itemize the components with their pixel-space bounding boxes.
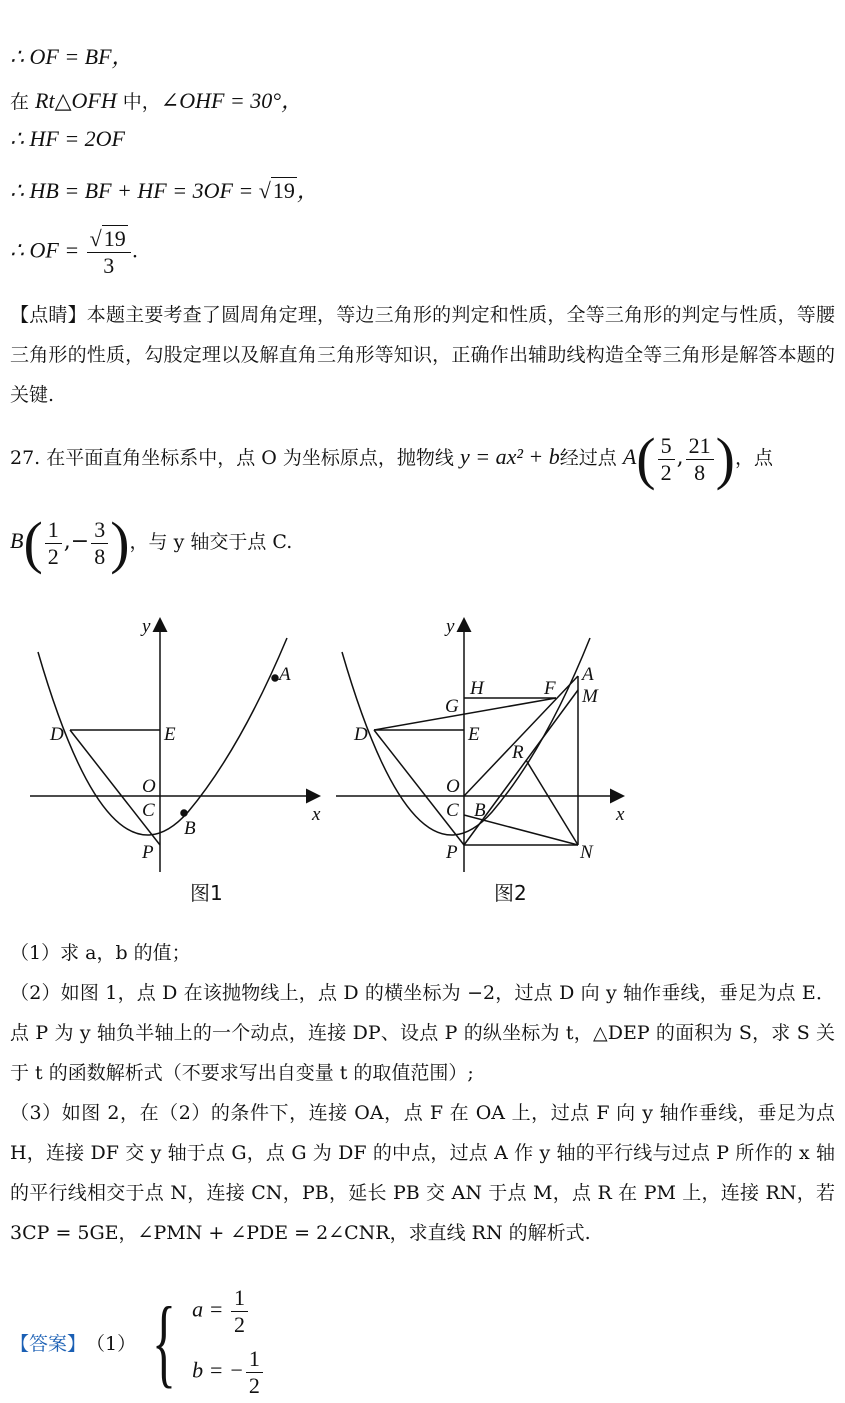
- fig1-label-y: y: [142, 616, 151, 637]
- answer-b-num: 1: [246, 1346, 263, 1373]
- fig1-label-a: A: [279, 664, 291, 685]
- fig1-label-c: C: [142, 800, 155, 821]
- answer-a-fraction: [231, 1285, 248, 1338]
- of-fraction: [87, 226, 131, 279]
- b-x-fraction: [45, 517, 62, 570]
- sqrt-sign: √: [258, 178, 271, 203]
- fig2-label-e: E: [468, 724, 480, 745]
- paren-open: (: [636, 426, 656, 491]
- fig1-label-o: O: [142, 776, 156, 797]
- paren-close-2: ): [110, 510, 130, 575]
- part-2: （2）如图 1，点 D 在该抛物线上，点 D 的横坐标为 −2，过点 D 向 y 轴作垂线，垂足为点 E．点 P 为 y 轴负半轴上的一个动点，连接 DP、设点 P 的纵坐标为 t，△DEP 的面积为 S，求 S 关于 t 的函数解析式（不要求写出自变量 t 的取值范围）;: [10, 982, 835, 1084]
- derivation-line-5: [10, 226, 138, 279]
- q27-line-2: [10, 510, 293, 575]
- answer-b-fraction: [246, 1346, 263, 1399]
- q27-line-1: [10, 426, 773, 491]
- angle-statement: ∠OHF = 30°，: [160, 88, 304, 113]
- b-y-num: 3: [91, 517, 108, 544]
- answer-a-lhs: a =: [192, 1296, 229, 1322]
- period: .: [132, 237, 139, 263]
- fig2-caption: 图2: [494, 881, 527, 905]
- fig2-label-b: B: [474, 800, 486, 821]
- derivation-line-4: [10, 174, 319, 205]
- fig1-label-p: P: [142, 842, 154, 863]
- answer-a-num: 1: [231, 1285, 248, 1312]
- b-x-den: 2: [47, 543, 59, 569]
- fig2-segment-pm: [464, 690, 578, 845]
- a-x-den: 2: [660, 459, 672, 485]
- fig2-label-m: M: [582, 686, 598, 707]
- fig2-label-a: A: [582, 664, 594, 685]
- fig2-label-c: C: [446, 800, 459, 821]
- brace: {: [152, 1286, 177, 1397]
- part-1: （1）求 a，b 的值；: [10, 942, 191, 964]
- a-y-den: 8: [694, 459, 706, 485]
- paren-open-2: (: [23, 510, 43, 575]
- fig1-label-x: x: [312, 804, 321, 825]
- point-a-label: A: [622, 444, 637, 469]
- point-b-label: B: [10, 528, 24, 553]
- fig2-label-g: G: [445, 696, 459, 717]
- fraction-denominator: 3: [103, 253, 115, 278]
- fig1-label-e: E: [164, 724, 176, 745]
- answer-a-den: 2: [233, 1312, 245, 1337]
- q27-intersect: ，与 y 轴交于点 C.: [129, 531, 293, 553]
- q27-point: ，点: [734, 447, 773, 469]
- fig2-label-f: F: [544, 678, 556, 699]
- fig2-label-d: D: [354, 724, 368, 745]
- fig1-caption: 图1: [190, 881, 223, 905]
- answer-system: [192, 1285, 265, 1399]
- part-3: （3）如图 2，在（2）的条件下，连接 OA，点 F 在 OA 上，过点 F 向 y 轴作垂线，垂足为点 H，连接 DF 交 y 轴于点 G，点 G 为 DF 的中点，过点 A 作 y 轴的平行线与过点 P 所作的 x 轴的平行线相交于点 N，连接 CN，PB，延长 PB 交 AN 于点 M，点 R 在 PM 上，连接 RN，若 3CP = 5GE，∠PMN + ∠PDE = 2∠CNR，求直线 RN 的解析式.: [10, 1102, 835, 1244]
- hb-equation: ∴ HB = BF + HF = 3OF =: [10, 178, 259, 203]
- fig2-label-x: x: [616, 804, 625, 825]
- fig1-label-b: B: [184, 818, 196, 839]
- a-x-num: 5: [658, 433, 675, 460]
- q27-intro: 27. 在平面直角坐标系中，点 O 为坐标原点，抛物线: [10, 447, 460, 469]
- b-comma-minus: ,−: [63, 529, 90, 554]
- fig2-segment-rn: [526, 760, 578, 845]
- text-zhong: 中，: [116, 91, 161, 113]
- fig2-label-o: O: [446, 776, 460, 797]
- text-zai: 在: [10, 91, 36, 113]
- fig2-label-y: y: [446, 616, 455, 637]
- answer-b: [192, 1346, 265, 1399]
- triangle-name: Rt△OFH: [35, 88, 117, 113]
- a-x-fraction: [658, 433, 675, 486]
- fig2-label-n: N: [580, 842, 593, 863]
- a-comma: ,: [676, 445, 684, 470]
- derivation-line-2: [10, 84, 303, 115]
- comma: ，: [296, 178, 319, 203]
- answer-block: [10, 1282, 265, 1402]
- derivation-line-3: ∴ HF = 2OF: [10, 126, 125, 151]
- answer-b-lhs: b = −: [192, 1357, 244, 1383]
- figure-1: [30, 620, 318, 872]
- sqrt-radicand: 19: [272, 178, 295, 203]
- fig1-label-d: D: [50, 724, 64, 745]
- answer-b-den: 2: [248, 1373, 260, 1398]
- fig1-point-a: [272, 675, 278, 681]
- fraction-numerator: 19: [103, 226, 126, 251]
- q27-passes: 经过点: [559, 447, 623, 469]
- paren-close: ): [715, 426, 735, 491]
- fig2-label-p: P: [446, 842, 458, 863]
- answer-a: [192, 1285, 265, 1338]
- b-x-num: 1: [45, 517, 62, 544]
- b-y-den: 8: [94, 543, 106, 569]
- figures-svg: [0, 600, 845, 920]
- fig1-point-b: [181, 810, 187, 816]
- fig2-label-r: R: [512, 742, 524, 763]
- a-y-num: 21: [686, 433, 714, 460]
- answer-part-number: （1）: [86, 1332, 137, 1355]
- sqrt-sign-2: √: [89, 226, 102, 251]
- answer-tag: 【答案】: [10, 1332, 87, 1355]
- of-equation: ∴ OF =: [10, 237, 85, 263]
- fig2-label-h: H: [470, 678, 484, 699]
- dianjing-paragraph: 【点睛】本题主要考查了圆周角定理，等边三角形的判定和性质，全等三角形的判定与性质，等腰三角形的性质，勾股定理以及解直角三角形等知识，正确作出辅助线构造全等三角形是解答本题的关键.: [10, 304, 835, 406]
- fig2-segment-df: [374, 698, 556, 730]
- parabola-equation: y = ax² + b: [459, 444, 560, 469]
- derivation-line-1: ∴ OF = BF，: [10, 44, 134, 69]
- a-y-fraction: [686, 433, 714, 486]
- b-y-fraction: [91, 517, 108, 570]
- figure-2: [336, 620, 622, 872]
